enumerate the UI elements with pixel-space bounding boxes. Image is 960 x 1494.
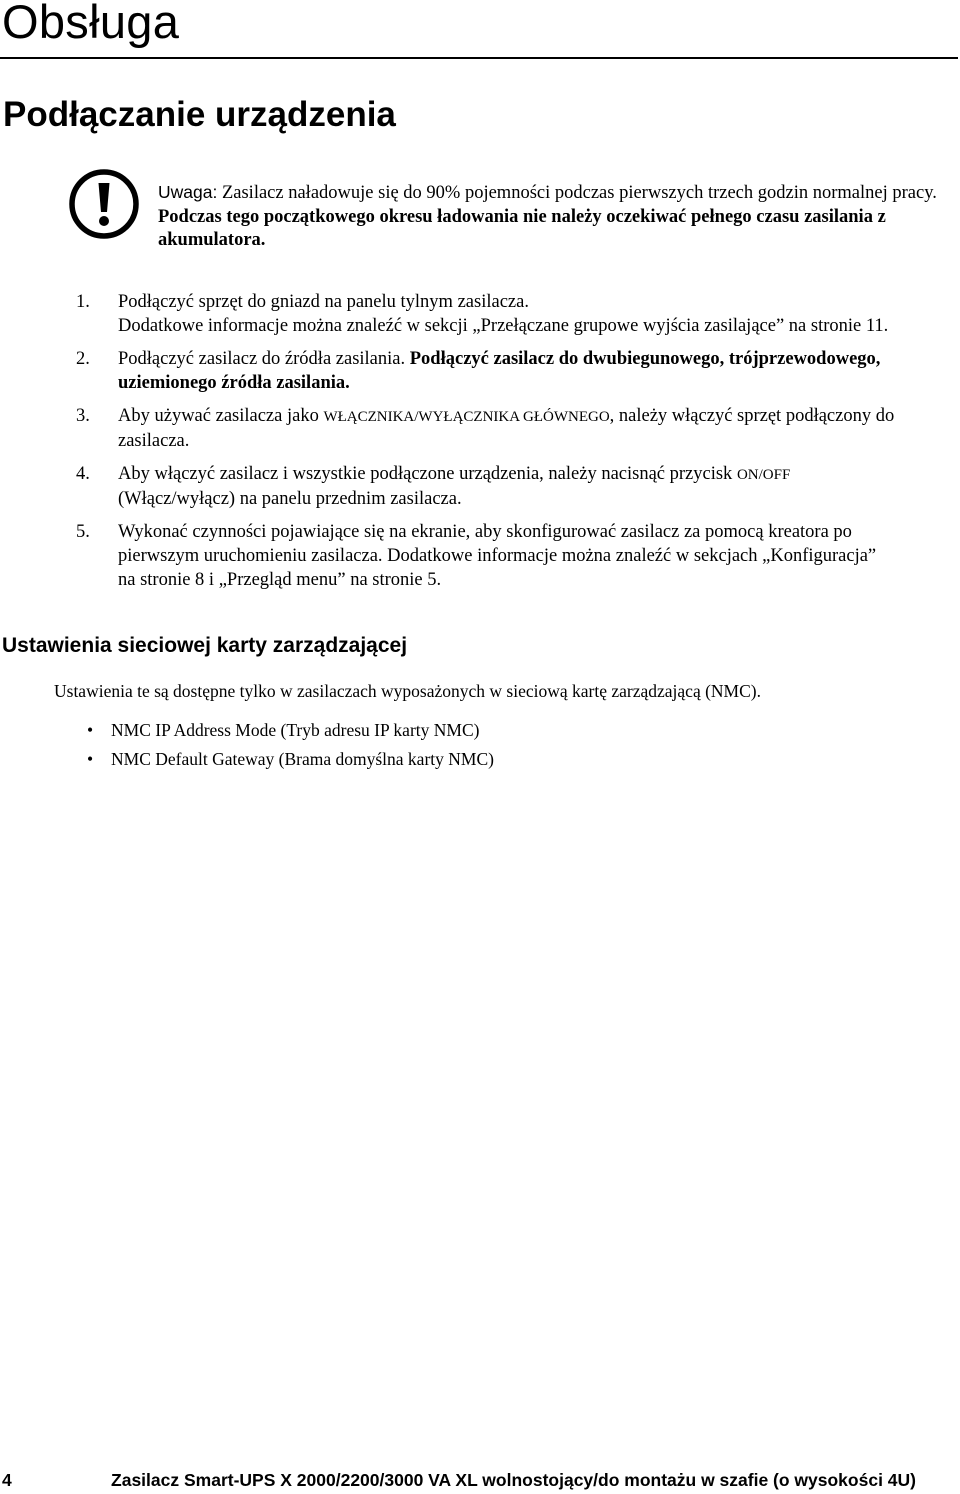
list-item <box>87 718 494 742</box>
step-number: 5. <box>76 522 90 542</box>
step-number: 4. <box>76 464 90 484</box>
page-footer <box>0 1466 960 1494</box>
list-item <box>76 462 896 511</box>
step-text-smallcaps: ON/OFF <box>736 467 791 483</box>
warning-note <box>158 181 948 253</box>
step-number: 3. <box>76 406 90 426</box>
setup-steps <box>76 290 896 601</box>
list-item-text: NMC Default Gateway (Brama domyślna karty NMC) <box>111 749 494 769</box>
list-item <box>76 347 896 395</box>
nmc-settings-list <box>87 718 494 776</box>
step-text: Aby włączyć zasilacz i wszystkie podłączone urządzenia, należy nacisnąć przycisk <box>118 464 737 484</box>
step-text: (Włącz/wyłącz) na panelu przednim zasilacza. <box>118 489 462 509</box>
list-item <box>76 290 896 338</box>
exclamation-circle-icon <box>68 168 140 240</box>
warning-text: Zasilacz naładowuje się do 90% pojemności podczas pierwszych trzech godzin normalnej pracy. <box>217 183 937 203</box>
list-item-text: NMC IP Address Mode (Tryb adresu IP karty NMC) <box>111 720 480 740</box>
nmc-heading: Ustawienia sieciowej karty zarządzającej <box>2 634 408 657</box>
warning-text-bold: Podczas tego początkowego okresu ładowania nie należy oczekiwać pełnego czasu zasilania z akumulatora. <box>158 206 886 250</box>
step-text-smallcaps: WŁĄCZNIKA/WYŁĄCZNIKA GŁÓWNEGO <box>323 409 610 425</box>
step-number: 1. <box>76 292 90 312</box>
step-text: Wykonać czynności pojawiające się na ekranie, aby skonfigurować zasilacz za pomocą kreatora po pierwszym uruchomieniu zasilacza. Dodatkowe informacje można znaleźć w sekcjach „Konfiguracja” na stronie 8 i „Przegląd menu” na stronie 5. <box>118 522 877 590</box>
step-text: Podłączyć zasilacz do źródła zasilania. <box>118 349 410 369</box>
nmc-intro: Ustawienia te są dostępne tylko w zasilaczach wyposażonych w sieciową kartę zarządzającą (NMC). <box>54 681 761 701</box>
step-number: 2. <box>76 349 90 369</box>
page-title: Obsługa <box>2 0 180 48</box>
list-item <box>76 520 896 592</box>
step-text: , należy włączyć sprzęt podłączony do zasilacza. <box>118 406 895 451</box>
step-text: Aby używać zasilacza jako <box>118 406 324 426</box>
bullet: • <box>87 749 94 769</box>
warning-label: Uwaga: <box>158 182 218 202</box>
step-text: Dodatkowe informacje można znaleźć w sekcji „Przełączane grupowe wyjścia zasilające” na stronie 11. <box>118 316 889 336</box>
step-text: Podłączyć sprzęt do gniazd na panelu tylnym zasilacza. <box>118 292 529 312</box>
list-item <box>87 747 494 771</box>
list-item <box>76 404 896 453</box>
footer-doc-title: Zasilacz Smart-UPS X 2000/2200/3000 VA XL wolnostojący/do montażu w szafie (o wysokości 4U) <box>111 1470 916 1490</box>
bullet: • <box>87 720 94 740</box>
page-number: 4 <box>2 1470 12 1490</box>
title-rule <box>0 57 958 59</box>
step-text-bold: Podłączyć zasilacz do dwubiegunowego, trójprzewodowego, uziemionego źródła zasilania. <box>118 349 881 393</box>
section-heading: Podłączanie urządzenia <box>3 95 396 134</box>
